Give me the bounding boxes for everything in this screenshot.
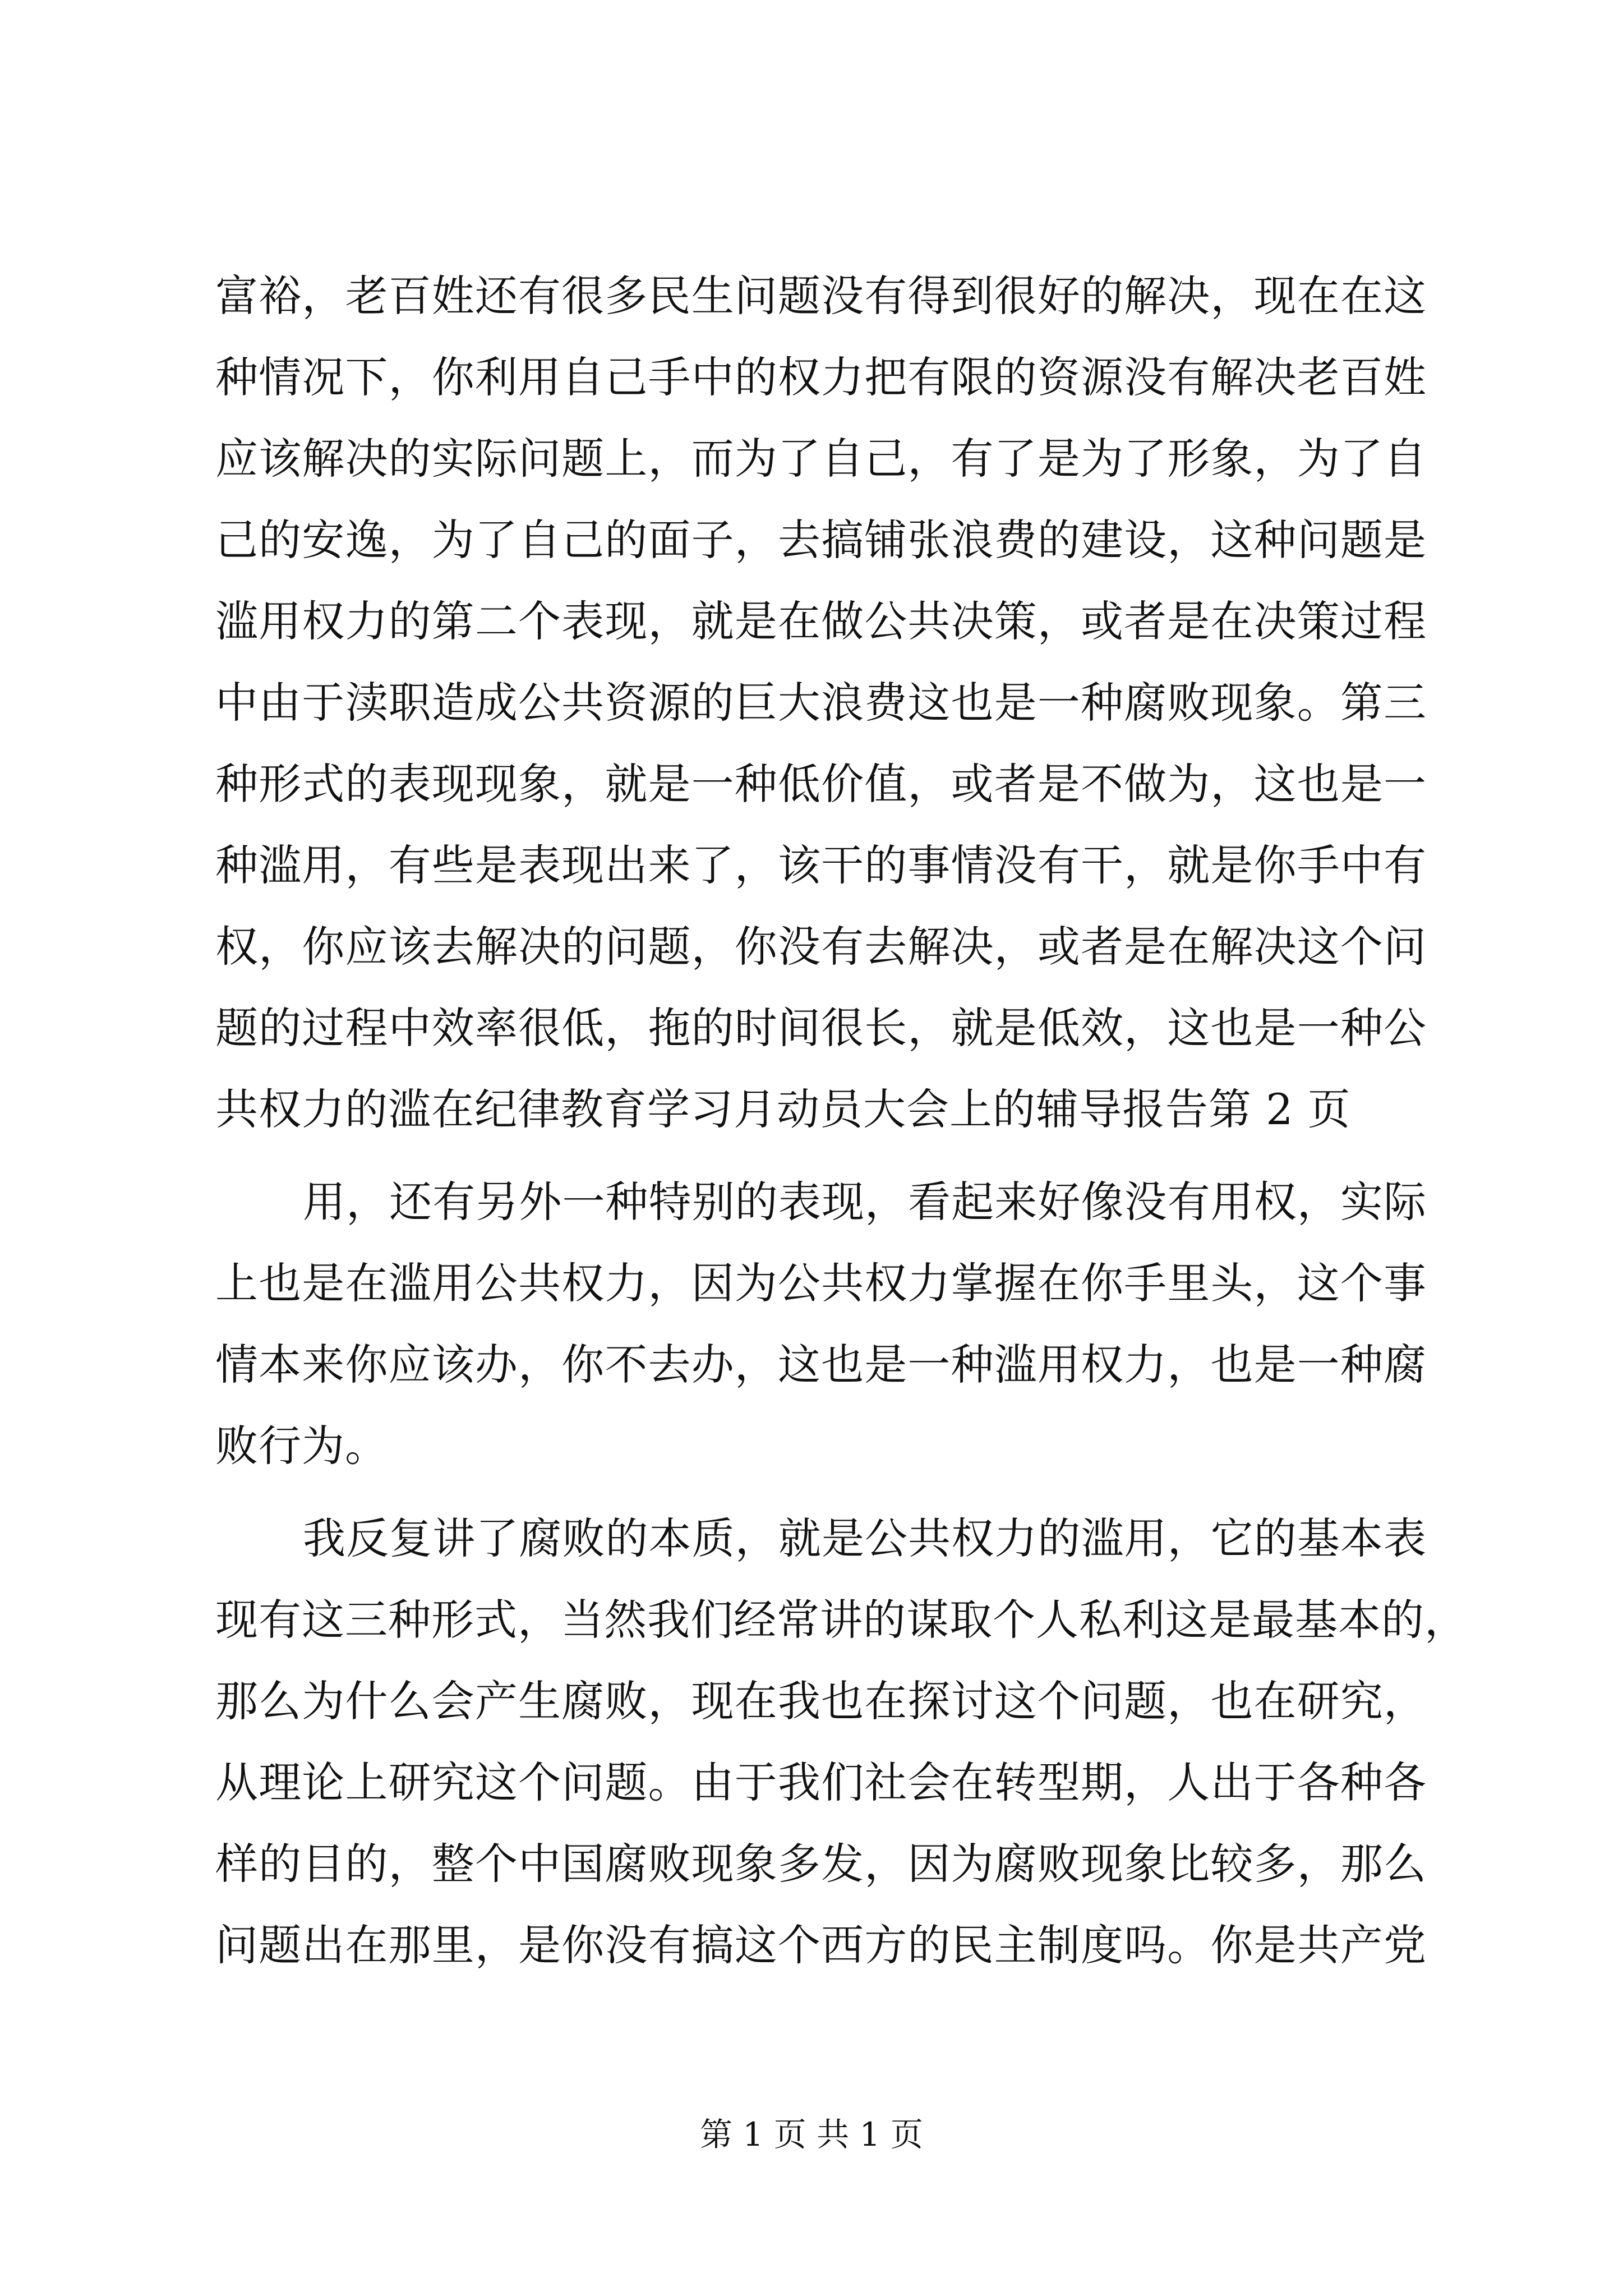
- text-line: 问题出在那里，是你没有搞这个西方的民主制度吗。你是共产党: [215, 1920, 1427, 1970]
- text-line: 己的安逸，为了自己的面子，去搞铺张浪费的建设，这种问题是: [215, 515, 1427, 565]
- document-body: [215, 255, 1468, 1986]
- text-line: 滥用权力的第二个表现，就是在做公共决策，或者是在决策过程: [215, 596, 1427, 646]
- page-footer: [0, 2112, 1623, 2157]
- text-line: 败行为。: [215, 1421, 388, 1471]
- text-line: 用，还有另外一种特别的表现，看起来好像没有用权，实际: [303, 1177, 1427, 1227]
- text-line: 样的目的，整个中国腐败现象多发，因为腐败现象比较多，那么: [215, 1839, 1427, 1889]
- text-line: 富裕，老百姓还有很多民生问题没有得到很好的解决，现在在这: [215, 271, 1427, 321]
- text-line: 那么为什么会产生腐败，现在我也在探讨这个问题，也在研究，: [215, 1676, 1427, 1726]
- text-line: 中由于渎职造成公共资源的巨大浪费这也是一种腐败现象。第三: [215, 678, 1427, 728]
- paragraph-gap: [215, 1487, 1427, 1498]
- text-line: 题的过程中效率很低，拖的时间很长，就是低效，这也是一种公: [215, 1003, 1427, 1053]
- text-line: 从理论上研究这个问题。由于我们社会在转型期，人出于各种各: [215, 1757, 1427, 1807]
- text-line: 现有这三种形式，当然我们经常讲的谋取个人私利这是最基本的，: [215, 1595, 1468, 1645]
- text-line: 权，你应该去解决的问题，你没有去解决，或者是在解决这个问: [215, 922, 1427, 972]
- page-number-label: 第 1 页 共 1 页: [700, 2115, 923, 2154]
- text-line: 种滥用，有些是表现出来了，该干的事情没有干，就是你手中有: [215, 840, 1427, 890]
- paragraph-gap: [215, 1150, 1427, 1161]
- text-line: 上也是在滥用公共权力，因为公共权力掌握在你手里头，这个事: [215, 1258, 1427, 1308]
- text-line: 共权力的滥在纪律教育学习月动员大会上的辅导报告第 2 页: [215, 1084, 1351, 1134]
- text-line: 应该解决的实际问题上，而为了自己，有了是为了形象，为了自: [215, 434, 1427, 484]
- text-line: 我反复讲了腐败的本质，就是公共权力的滥用，它的基本表: [303, 1513, 1427, 1563]
- text-line: 种形式的表现现象，就是一种低价值，或者是不做为，这也是一: [215, 759, 1427, 809]
- text-line: 种情况下，你利用自己手中的权力把有限的资源没有解决老百姓: [215, 352, 1427, 402]
- text-line: 情本来你应该办，你不去办，这也是一种滥用权力，也是一种腐: [215, 1340, 1427, 1389]
